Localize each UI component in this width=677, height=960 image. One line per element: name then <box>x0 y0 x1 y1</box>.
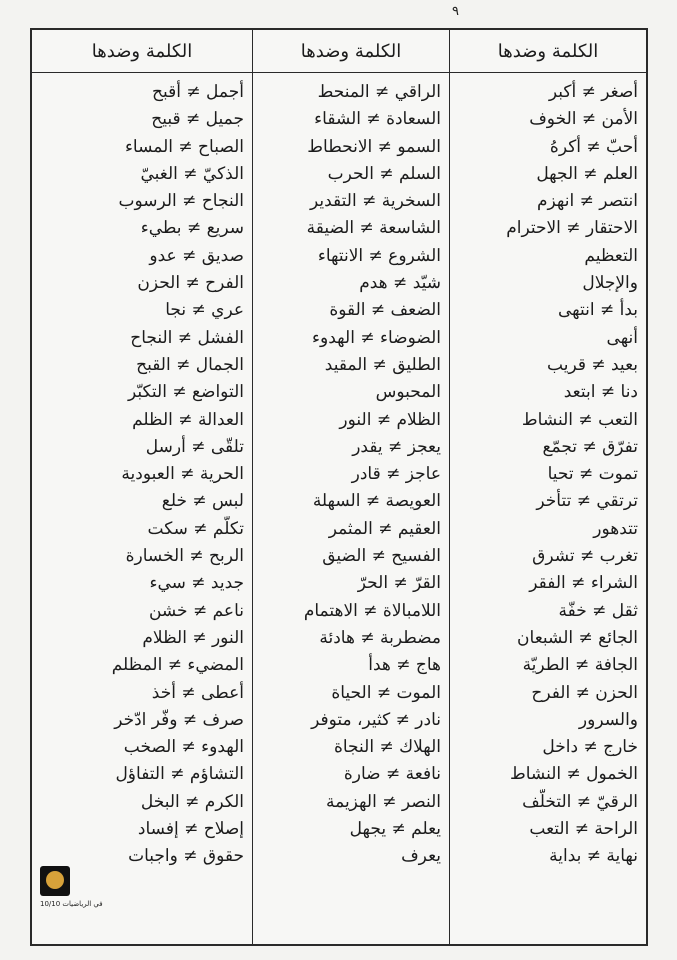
antonym-pair: الصباح ≠ المساء <box>124 136 244 157</box>
antonym-pair: ناعم ≠ خشن <box>148 600 244 621</box>
antonym-pair: عاجز ≠ قادر <box>351 464 441 485</box>
antonym-pair: الظلام ≠ النور <box>339 409 441 430</box>
antonym-pair: تلقّى ≠ أرسل <box>145 436 244 457</box>
antonym-pair: الأمن ≠ الخوف <box>529 109 638 130</box>
antonym-pair: الراقي ≠ المنحط <box>317 82 441 102</box>
antonym-pair: والإجلال <box>582 273 638 294</box>
antonym-pair: السمو ≠ الانحطاط <box>307 136 441 157</box>
antonym-pair: التعظيم <box>584 245 638 266</box>
antonym-pair: الفسيح ≠ الضيق <box>322 546 441 567</box>
antonym-pair: التواضع ≠ التكبّر <box>127 382 244 403</box>
antonym-pair: المحبوس <box>375 382 441 403</box>
antonym-pair: إصلاح ≠ إفساد <box>137 819 244 840</box>
antonym-pair: ترتقي ≠ تتأخر <box>536 491 638 512</box>
antonym-pair: الذكيّ ≠ الغبيّ <box>140 163 244 184</box>
column-header: الكلمة وضدها <box>253 30 449 73</box>
antonym-pair: أصغر ≠ أكبر <box>548 82 638 102</box>
antonym-pair: انتصر ≠ انهزم <box>537 191 638 212</box>
word-list <box>450 73 646 871</box>
antonym-pair: تتدهور <box>593 518 638 539</box>
antonym-pair: الجافة ≠ الطريّة <box>522 655 638 676</box>
antonym-pair: دنا ≠ ابتعد <box>563 382 638 403</box>
antonym-pair: الشروع ≠ الانتهاء <box>317 245 441 266</box>
antonym-pair: نافعة ≠ ضارة <box>343 764 441 785</box>
word-list <box>32 73 252 871</box>
antonym-pair: جديد ≠ سيء <box>149 573 244 594</box>
antonym-pair: يعرف <box>401 846 441 867</box>
antonym-pair: سريع ≠ بطيء <box>140 218 244 239</box>
antonym-pair: والسرور <box>578 709 638 730</box>
antonym-pair: الحرية ≠ العبودية <box>121 464 244 485</box>
antonym-pair: الفشل ≠ النجاح <box>130 327 244 348</box>
antonym-pair: عري ≠ نجا <box>165 300 244 321</box>
antonym-pair: أجمل ≠ أقبح <box>152 82 244 102</box>
antonym-pair: بدأ ≠ انتهى <box>557 300 638 321</box>
antonym-pair: لبس ≠ خلع <box>161 491 244 512</box>
antonym-pair: العدالة ≠ الظلم <box>132 409 244 430</box>
antonym-pair: مضطربة ≠ هادئة <box>319 627 441 648</box>
antonym-pair: الجمال ≠ القبح <box>136 354 244 375</box>
antonym-pair: الربح ≠ الخسارة <box>125 546 244 567</box>
antonym-pair: الشراء ≠ الفقر <box>529 573 638 594</box>
antonym-pair: أعطى ≠ أخذ <box>151 682 244 703</box>
antonym-pair: الاحتقار ≠ الاحترام <box>506 218 638 239</box>
antonym-pair: النجاح ≠ الرسوب <box>118 191 244 212</box>
antonym-pair: القرّ ≠ الحرّ <box>357 573 441 594</box>
antonym-pair: السلم ≠ الحرب <box>327 163 441 184</box>
antonym-pair: الضعف ≠ القوة <box>329 300 441 321</box>
antonym-pair: صرف ≠ وفّر ادّخر <box>114 709 244 730</box>
antonym-pair: تموت ≠ تحيا <box>547 464 638 485</box>
word-list <box>253 73 449 871</box>
antonym-pair: تكلّم ≠ سكت <box>147 518 244 539</box>
column-header: الكلمة وضدها <box>32 30 252 73</box>
antonym-pair: نادر ≠ كثير، متوفر <box>311 709 441 730</box>
page-number: ٩ <box>452 4 459 19</box>
antonym-pair: الرقيّ ≠ التخلّف <box>522 791 638 812</box>
column-right <box>450 30 646 944</box>
antonym-pair: حقوق ≠ واجبات <box>128 846 244 867</box>
antonym-pair: التعب ≠ النشاط <box>521 409 638 430</box>
antonym-pair: التشاؤم ≠ التفاؤل <box>115 764 244 785</box>
antonym-pair: خارج ≠ داخل <box>542 737 638 758</box>
antonym-pair: جميل ≠ قبيح <box>151 109 244 130</box>
antonym-pair: العلم ≠ الجهل <box>536 163 638 184</box>
antonym-pair: أنهى <box>606 327 638 348</box>
antonym-pair: ثقل ≠ خفّة <box>558 600 638 621</box>
antonym-pair: الطليق ≠ المقيد <box>324 354 441 375</box>
antonym-pair: تفرّق ≠ تجمّع <box>542 436 638 457</box>
watermark-logo <box>40 866 103 922</box>
antonym-pair: الشاسعة ≠ الضيقة <box>306 218 441 239</box>
antonym-pair: الموت ≠ الحياة <box>331 682 441 703</box>
antonym-pair: الهلاك ≠ النجاة <box>333 737 441 758</box>
antonym-pair: نهاية ≠ بداية <box>549 846 638 867</box>
antonym-pair: اللامبالاة ≠ الاهتمام <box>303 600 441 621</box>
antonym-pair: تغرب ≠ تشرق <box>532 546 638 567</box>
antonym-pair: العويصة ≠ السهلة <box>312 491 441 512</box>
antonym-pair: الضوضاء ≠ الهدوء <box>312 327 441 348</box>
logo-caption: 10/10 في الرياضيات <box>40 900 103 908</box>
antonym-pair: السخرية ≠ التقدير <box>310 191 441 212</box>
antonym-pair: الحزن ≠ الفرح <box>531 682 638 703</box>
antonym-pair: النور ≠ الظلام <box>142 627 244 648</box>
antonym-pair: يعجز ≠ يقدر <box>352 436 441 457</box>
antonym-pair: شيّد ≠ هدم <box>359 273 441 294</box>
antonym-pair: بعيد ≠ قريب <box>547 354 638 375</box>
antonym-pair: المضيء ≠ المظلم <box>111 655 244 676</box>
column-header: الكلمة وضدها <box>450 30 646 73</box>
antonym-pair: أحبّ ≠ أكرهُ <box>549 136 638 157</box>
antonym-pair: الخمول ≠ النشاط <box>510 764 638 785</box>
antonym-pair: الفرح ≠ الحزن <box>137 273 244 294</box>
antonym-pair: العقيم ≠ المثمر <box>328 518 441 539</box>
antonym-pair: النصر ≠ الهزيمة <box>326 791 441 812</box>
antonym-pair: الراحة ≠ التعب <box>529 819 638 840</box>
column-middle <box>252 30 450 944</box>
antonym-pair: الكرم ≠ البخل <box>140 791 244 812</box>
antonym-pair: هاج ≠ هدأ <box>368 655 441 676</box>
logo-icon <box>40 866 70 896</box>
column-left <box>32 30 252 944</box>
antonyms-table <box>30 28 648 946</box>
antonym-pair: الهدوء ≠ الصخب <box>123 737 244 758</box>
antonym-pair: الجائع ≠ الشبعان <box>517 627 638 648</box>
antonym-pair: السعادة ≠ الشقاء <box>314 109 441 130</box>
antonym-pair: صديق ≠ عدو <box>149 245 244 266</box>
antonym-pair: يعلم ≠ يجهل <box>349 819 441 840</box>
